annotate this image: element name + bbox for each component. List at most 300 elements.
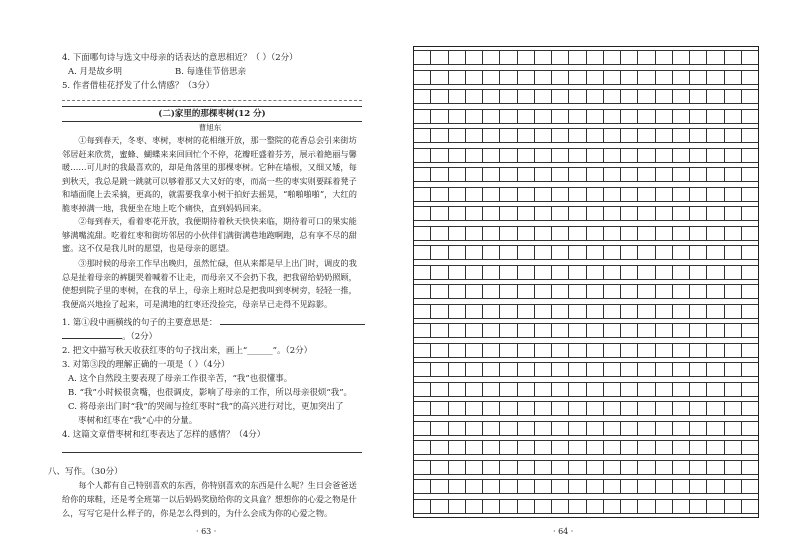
grid-row[interactable]: [414, 148, 758, 163]
grid-cell[interactable]: [725, 51, 742, 65]
grid-cell[interactable]: [673, 500, 690, 514]
grid-cell[interactable]: [500, 266, 517, 280]
grid-cell[interactable]: [518, 149, 535, 163]
grid-cell[interactable]: [656, 51, 673, 65]
grid-cell[interactable]: [414, 51, 431, 65]
grid-cell[interactable]: [725, 305, 742, 319]
grid-cell[interactable]: [587, 51, 604, 65]
grid-row[interactable]: [414, 401, 758, 416]
grid-cell[interactable]: [483, 441, 500, 455]
grid-cell[interactable]: [638, 305, 655, 319]
grid-cell[interactable]: [638, 246, 655, 260]
grid-row[interactable]: [414, 50, 758, 65]
grid-cell[interactable]: [690, 363, 707, 377]
grid-cell[interactable]: [742, 480, 758, 494]
grid-cell[interactable]: [621, 344, 638, 358]
grid-cell[interactable]: [552, 129, 569, 143]
grid-cell[interactable]: [673, 110, 690, 124]
grid-cell[interactable]: [518, 71, 535, 85]
grid-cell[interactable]: [638, 90, 655, 104]
grid-cell[interactable]: [518, 363, 535, 377]
grid-cell[interactable]: [604, 71, 621, 85]
grid-cell[interactable]: [518, 110, 535, 124]
grid-cell[interactable]: [690, 168, 707, 182]
grid-row[interactable]: [414, 128, 758, 143]
grid-cell[interactable]: [707, 461, 724, 475]
grid-cell[interactable]: [742, 500, 758, 514]
grid-cell[interactable]: [707, 324, 724, 338]
grid-cell[interactable]: [500, 305, 517, 319]
grid-cell[interactable]: [431, 422, 448, 436]
grid-cell[interactable]: [518, 305, 535, 319]
grid-cell[interactable]: [707, 344, 724, 358]
grid-cell[interactable]: [656, 71, 673, 85]
grid-cell[interactable]: [638, 383, 655, 397]
grid-cell[interactable]: [604, 129, 621, 143]
grid-cell[interactable]: [604, 168, 621, 182]
grid-row[interactable]: [414, 460, 758, 475]
grid-cell[interactable]: [569, 168, 586, 182]
grid-cell[interactable]: [483, 422, 500, 436]
grid-cell[interactable]: [621, 441, 638, 455]
grid-cell[interactable]: [707, 285, 724, 299]
grid-cell[interactable]: [638, 461, 655, 475]
grid-cell[interactable]: [604, 266, 621, 280]
grid-cell[interactable]: [621, 461, 638, 475]
grid-cell[interactable]: [466, 383, 483, 397]
grid-cell[interactable]: [466, 441, 483, 455]
grid-cell[interactable]: [535, 480, 552, 494]
grid-cell[interactable]: [483, 71, 500, 85]
grid-cell[interactable]: [552, 324, 569, 338]
grid-cell[interactable]: [449, 402, 466, 416]
grid-cell[interactable]: [621, 51, 638, 65]
grid-cell[interactable]: [604, 51, 621, 65]
grid-cell[interactable]: [552, 188, 569, 202]
grid-cell[interactable]: [483, 110, 500, 124]
grid-cell[interactable]: [414, 441, 431, 455]
grid-cell[interactable]: [466, 149, 483, 163]
grid-cell[interactable]: [742, 227, 758, 241]
grid-cell[interactable]: [673, 344, 690, 358]
grid-cell[interactable]: [707, 480, 724, 494]
grid-cell[interactable]: [621, 285, 638, 299]
grid-cell[interactable]: [535, 441, 552, 455]
grid-cell[interactable]: [673, 149, 690, 163]
grid-cell[interactable]: [621, 500, 638, 514]
grid-cell[interactable]: [466, 188, 483, 202]
grid-cell[interactable]: [656, 441, 673, 455]
grid-cell[interactable]: [466, 246, 483, 260]
grid-cell[interactable]: [707, 90, 724, 104]
grid-cell[interactable]: [604, 500, 621, 514]
grid-cell[interactable]: [449, 149, 466, 163]
grid-cell[interactable]: [742, 383, 758, 397]
grid-cell[interactable]: [431, 305, 448, 319]
grid-cell[interactable]: [449, 110, 466, 124]
grid-cell[interactable]: [483, 168, 500, 182]
grid-cell[interactable]: [414, 324, 431, 338]
grid-cell[interactable]: [604, 246, 621, 260]
grid-cell[interactable]: [535, 207, 552, 221]
grid-cell[interactable]: [673, 129, 690, 143]
grid-row[interactable]: [414, 343, 758, 358]
grid-cell[interactable]: [569, 344, 586, 358]
grid-cell[interactable]: [500, 480, 517, 494]
grid-cell[interactable]: [690, 305, 707, 319]
grid-cell[interactable]: [587, 168, 604, 182]
grid-cell[interactable]: [742, 402, 758, 416]
grid-cell[interactable]: [742, 207, 758, 221]
grid-cell[interactable]: [552, 305, 569, 319]
grid-cell[interactable]: [587, 188, 604, 202]
grid-cell[interactable]: [725, 188, 742, 202]
grid-cell[interactable]: [466, 168, 483, 182]
grid-cell[interactable]: [742, 51, 758, 65]
grid-cell[interactable]: [656, 363, 673, 377]
grid-cell[interactable]: [414, 207, 431, 221]
grid-cell[interactable]: [535, 129, 552, 143]
grid-cell[interactable]: [587, 71, 604, 85]
grid-cell[interactable]: [518, 266, 535, 280]
grid-cell[interactable]: [656, 207, 673, 221]
grid-cell[interactable]: [690, 480, 707, 494]
grid-cell[interactable]: [656, 461, 673, 475]
grid-cell[interactable]: [656, 422, 673, 436]
grid-row[interactable]: [414, 226, 758, 241]
grid-cell[interactable]: [725, 461, 742, 475]
grid-cell[interactable]: [449, 188, 466, 202]
grid-cell[interactable]: [604, 188, 621, 202]
grid-cell[interactable]: [707, 110, 724, 124]
grid-cell[interactable]: [431, 227, 448, 241]
grid-cell[interactable]: [725, 71, 742, 85]
grid-cell[interactable]: [414, 305, 431, 319]
grid-cell[interactable]: [690, 441, 707, 455]
answer-blank-1b[interactable]: [62, 338, 122, 339]
grid-cell[interactable]: [431, 383, 448, 397]
grid-cell[interactable]: [449, 207, 466, 221]
grid-cell[interactable]: [414, 246, 431, 260]
grid-cell[interactable]: [656, 266, 673, 280]
grid-cell[interactable]: [466, 71, 483, 85]
grid-cell[interactable]: [707, 51, 724, 65]
grid-cell[interactable]: [673, 90, 690, 104]
grid-cell[interactable]: [690, 461, 707, 475]
grid-cell[interactable]: [621, 90, 638, 104]
grid-cell[interactable]: [673, 285, 690, 299]
grid-cell[interactable]: [742, 461, 758, 475]
grid-cell[interactable]: [638, 168, 655, 182]
grid-cell[interactable]: [518, 285, 535, 299]
grid-cell[interactable]: [742, 324, 758, 338]
grid-cell[interactable]: [431, 480, 448, 494]
grid-cell[interactable]: [552, 110, 569, 124]
grid-cell[interactable]: [414, 227, 431, 241]
grid-cell[interactable]: [638, 402, 655, 416]
grid-cell[interactable]: [535, 422, 552, 436]
grid-cell[interactable]: [638, 344, 655, 358]
grid-cell[interactable]: [742, 71, 758, 85]
grid-cell[interactable]: [621, 188, 638, 202]
grid-cell[interactable]: [569, 188, 586, 202]
grid-cell[interactable]: [587, 441, 604, 455]
grid-cell[interactable]: [431, 402, 448, 416]
grid-cell[interactable]: [569, 500, 586, 514]
grid-cell[interactable]: [414, 480, 431, 494]
grid-cell[interactable]: [604, 149, 621, 163]
grid-cell[interactable]: [431, 149, 448, 163]
grid-cell[interactable]: [638, 207, 655, 221]
grid-cell[interactable]: [483, 90, 500, 104]
grid-cell[interactable]: [673, 441, 690, 455]
grid-cell[interactable]: [414, 285, 431, 299]
grid-cell[interactable]: [638, 422, 655, 436]
grid-cell[interactable]: [604, 227, 621, 241]
grid-cell[interactable]: [552, 51, 569, 65]
grid-cell[interactable]: [466, 227, 483, 241]
grid-cell[interactable]: [518, 51, 535, 65]
grid-cell[interactable]: [604, 324, 621, 338]
grid-cell[interactable]: [500, 422, 517, 436]
grid-cell[interactable]: [638, 227, 655, 241]
grid-cell[interactable]: [569, 402, 586, 416]
grid-cell[interactable]: [604, 344, 621, 358]
grid-cell[interactable]: [466, 305, 483, 319]
grid-cell[interactable]: [621, 71, 638, 85]
grid-cell[interactable]: [431, 246, 448, 260]
grid-row[interactable]: [414, 265, 758, 280]
grid-cell[interactable]: [587, 422, 604, 436]
grid-row[interactable]: [414, 382, 758, 397]
grid-cell[interactable]: [466, 90, 483, 104]
grid-cell[interactable]: [725, 168, 742, 182]
grid-cell[interactable]: [414, 71, 431, 85]
grid-row[interactable]: [414, 245, 758, 260]
grid-cell[interactable]: [673, 324, 690, 338]
grid-cell[interactable]: [483, 324, 500, 338]
grid-cell[interactable]: [414, 383, 431, 397]
grid-cell[interactable]: [414, 149, 431, 163]
grid-cell[interactable]: [707, 168, 724, 182]
grid-cell[interactable]: [673, 422, 690, 436]
grid-cell[interactable]: [466, 110, 483, 124]
grid-cell[interactable]: [449, 305, 466, 319]
grid-cell[interactable]: [449, 441, 466, 455]
grid-cell[interactable]: [656, 227, 673, 241]
grid-cell[interactable]: [638, 129, 655, 143]
grid-cell[interactable]: [414, 461, 431, 475]
grid-cell[interactable]: [500, 51, 517, 65]
grid-cell[interactable]: [673, 227, 690, 241]
grid-cell[interactable]: [587, 402, 604, 416]
grid-cell[interactable]: [742, 363, 758, 377]
grid-cell[interactable]: [604, 207, 621, 221]
grid-cell[interactable]: [535, 90, 552, 104]
grid-cell[interactable]: [707, 383, 724, 397]
grid-cell[interactable]: [466, 422, 483, 436]
grid-cell[interactable]: [656, 480, 673, 494]
grid-cell[interactable]: [742, 246, 758, 260]
grid-cell[interactable]: [742, 344, 758, 358]
grid-cell[interactable]: [638, 500, 655, 514]
grid-cell[interactable]: [552, 422, 569, 436]
grid-cell[interactable]: [518, 324, 535, 338]
grid-cell[interactable]: [466, 344, 483, 358]
grid-cell[interactable]: [449, 246, 466, 260]
grid-cell[interactable]: [535, 246, 552, 260]
grid-cell[interactable]: [449, 285, 466, 299]
grid-cell[interactable]: [656, 324, 673, 338]
grid-cell[interactable]: [569, 129, 586, 143]
grid-row[interactable]: [414, 323, 758, 338]
grid-cell[interactable]: [552, 402, 569, 416]
grid-cell[interactable]: [621, 266, 638, 280]
grid-cell[interactable]: [500, 402, 517, 416]
grid-cell[interactable]: [431, 71, 448, 85]
grid-cell[interactable]: [656, 383, 673, 397]
grid-cell[interactable]: [431, 110, 448, 124]
grid-cell[interactable]: [587, 149, 604, 163]
grid-cell[interactable]: [483, 51, 500, 65]
grid-cell[interactable]: [707, 71, 724, 85]
grid-cell[interactable]: [725, 324, 742, 338]
grid-row[interactable]: [414, 304, 758, 319]
grid-cell[interactable]: [569, 285, 586, 299]
grid-cell[interactable]: [449, 266, 466, 280]
grid-cell[interactable]: [604, 305, 621, 319]
grid-cell[interactable]: [414, 500, 431, 514]
grid-cell[interactable]: [621, 246, 638, 260]
grid-cell[interactable]: [569, 461, 586, 475]
grid-cell[interactable]: [656, 305, 673, 319]
grid-cell[interactable]: [707, 227, 724, 241]
grid-cell[interactable]: [604, 441, 621, 455]
grid-cell[interactable]: [673, 188, 690, 202]
grid-cell[interactable]: [707, 246, 724, 260]
grid-cell[interactable]: [638, 51, 655, 65]
grid-cell[interactable]: [466, 129, 483, 143]
grid-cell[interactable]: [449, 461, 466, 475]
grid-cell[interactable]: [518, 129, 535, 143]
grid-cell[interactable]: [449, 422, 466, 436]
grid-cell[interactable]: [673, 246, 690, 260]
grid-row[interactable]: [414, 187, 758, 202]
grid-cell[interactable]: [621, 363, 638, 377]
grid-cell[interactable]: [414, 422, 431, 436]
grid-cell[interactable]: [414, 344, 431, 358]
grid-cell[interactable]: [638, 285, 655, 299]
grid-cell[interactable]: [725, 402, 742, 416]
grid-cell[interactable]: [414, 90, 431, 104]
grid-cell[interactable]: [690, 402, 707, 416]
grid-cell[interactable]: [707, 441, 724, 455]
grid-cell[interactable]: [483, 402, 500, 416]
grid-cell[interactable]: [431, 363, 448, 377]
grid-cell[interactable]: [483, 207, 500, 221]
grid-cell[interactable]: [587, 344, 604, 358]
grid-cell[interactable]: [690, 422, 707, 436]
grid-cell[interactable]: [587, 110, 604, 124]
grid-row[interactable]: [414, 362, 758, 377]
grid-cell[interactable]: [690, 246, 707, 260]
grid-cell[interactable]: [552, 227, 569, 241]
grid-cell[interactable]: [742, 422, 758, 436]
grid-cell[interactable]: [552, 285, 569, 299]
grid-cell[interactable]: [707, 363, 724, 377]
grid-cell[interactable]: [621, 227, 638, 241]
grid-cell[interactable]: [742, 285, 758, 299]
grid-cell[interactable]: [690, 344, 707, 358]
grid-cell[interactable]: [449, 363, 466, 377]
grid-cell[interactable]: [656, 149, 673, 163]
grid-cell[interactable]: [587, 305, 604, 319]
grid-cell[interactable]: [569, 227, 586, 241]
grid-cell[interactable]: [466, 461, 483, 475]
grid-cell[interactable]: [483, 129, 500, 143]
grid-cell[interactable]: [431, 129, 448, 143]
grid-cell[interactable]: [500, 246, 517, 260]
grid-cell[interactable]: [414, 188, 431, 202]
grid-cell[interactable]: [518, 480, 535, 494]
grid-cell[interactable]: [466, 500, 483, 514]
grid-cell[interactable]: [621, 129, 638, 143]
grid-cell[interactable]: [725, 500, 742, 514]
grid-cell[interactable]: [552, 461, 569, 475]
grid-cell[interactable]: [466, 285, 483, 299]
grid-cell[interactable]: [725, 344, 742, 358]
grid-cell[interactable]: [449, 344, 466, 358]
grid-cell[interactable]: [518, 461, 535, 475]
grid-cell[interactable]: [587, 480, 604, 494]
grid-cell[interactable]: [535, 188, 552, 202]
grid-cell[interactable]: [483, 344, 500, 358]
grid-cell[interactable]: [604, 363, 621, 377]
grid-cell[interactable]: [483, 480, 500, 494]
grid-cell[interactable]: [742, 168, 758, 182]
grid-cell[interactable]: [621, 168, 638, 182]
grid-cell[interactable]: [449, 480, 466, 494]
grid-cell[interactable]: [552, 207, 569, 221]
grid-cell[interactable]: [725, 422, 742, 436]
grid-cell[interactable]: [742, 305, 758, 319]
grid-cell[interactable]: [552, 266, 569, 280]
grid-cell[interactable]: [673, 480, 690, 494]
grid-cell[interactable]: [656, 344, 673, 358]
grid-cell[interactable]: [690, 51, 707, 65]
grid-cell[interactable]: [742, 129, 758, 143]
grid-cell[interactable]: [673, 266, 690, 280]
grid-cell[interactable]: [431, 324, 448, 338]
grid-cell[interactable]: [621, 149, 638, 163]
grid-row[interactable]: [414, 421, 758, 436]
grid-cell[interactable]: [673, 71, 690, 85]
grid-cell[interactable]: [569, 441, 586, 455]
grid-cell[interactable]: [535, 51, 552, 65]
grid-cell[interactable]: [500, 71, 517, 85]
grid-cell[interactable]: [604, 461, 621, 475]
grid-cell[interactable]: [621, 383, 638, 397]
grid-cell[interactable]: [587, 207, 604, 221]
grid-cell[interactable]: [431, 500, 448, 514]
grid-cell[interactable]: [569, 480, 586, 494]
grid-cell[interactable]: [518, 90, 535, 104]
grid-cell[interactable]: [449, 383, 466, 397]
grid-cell[interactable]: [552, 344, 569, 358]
grid-cell[interactable]: [466, 51, 483, 65]
grid-cell[interactable]: [587, 324, 604, 338]
grid-cell[interactable]: [518, 402, 535, 416]
